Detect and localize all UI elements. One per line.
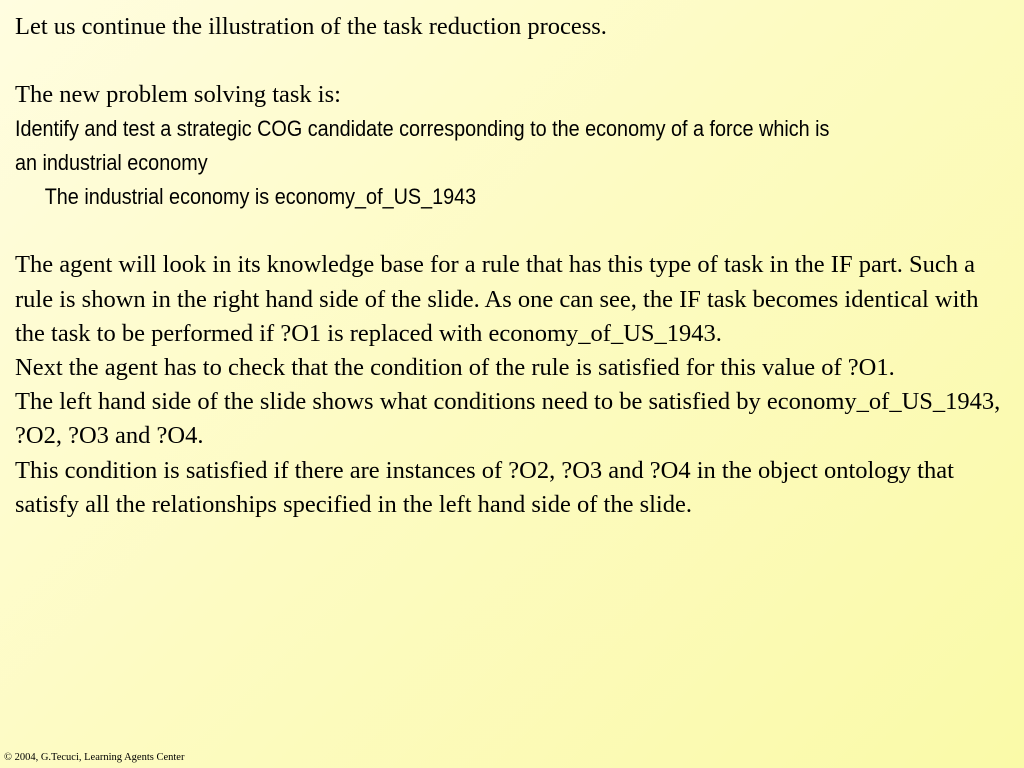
- intro-text: Let us continue the illustration of the task reduction process.: [15, 13, 607, 40]
- body-paragraph-2: Next the agent has to check that the condition of the rule is satisfied for this value of ?O1.: [15, 354, 895, 382]
- copyright-footer: © 2004, G.Tecuci, Learning Agents Center: [4, 752, 185, 763]
- slide-content: [15, 10, 1005, 522]
- spacer: [15, 44, 1005, 78]
- task-heading: The new problem solving task is:: [15, 81, 341, 109]
- task-statement: [15, 112, 1005, 180]
- spacer: [15, 214, 1005, 248]
- task-statement-line-1: Identify and test a strategic COG candidate corresponding to the economy of a force which is: [15, 116, 830, 142]
- body-paragraph-4: This condition is satisfied if there are instances of ?O2, ?O3 and ?O4 in the object ontology that satisfy all the relationships specified in the left hand side of the slide.: [15, 456, 954, 518]
- task-detail: The industrial economy is economy_of_US_1943: [44, 184, 477, 210]
- body-paragraph-3: The left hand side of the slide shows what conditions need to be satisfied by economy_of_US_1943, ?O2, ?O3 and ?O4.: [15, 388, 1001, 450]
- body-paragraph-1: The agent will look in its knowledge base for a rule that has this type of task in the IF part. Such a rule is shown in the right hand side of the slide. As one can see, the IF task becomes identical with the task to be performed if ?O1 is replaced with economy_of_US_1943.: [15, 251, 979, 347]
- task-statement-line-2: an industrial economy: [15, 150, 208, 176]
